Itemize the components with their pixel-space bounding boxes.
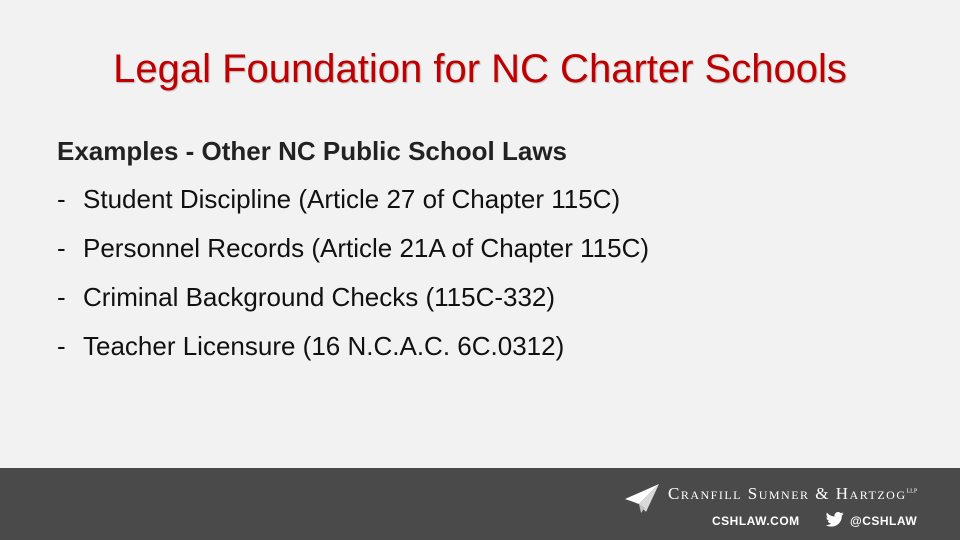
subheading: Examples - Other NC Public School Laws (57, 136, 568, 166)
bullet-item (57, 231, 917, 265)
firm-suffix: LLP (906, 488, 918, 495)
bullet-item (57, 329, 917, 363)
twitter-handle[interactable]: @CSHLAW (850, 514, 918, 528)
slide-title: Legal Foundation for NC Charter Schools (113, 47, 847, 91)
bullet-text: Student Discipline (Article 27 of Chapter 115C) (83, 184, 621, 214)
bullet-list (57, 182, 917, 363)
bullet-text: Criminal Background Checks (115C-332) (83, 282, 556, 312)
twitter-icon[interactable] (826, 512, 844, 527)
firm-name (668, 484, 917, 504)
bullet-text: Personnel Records (Article 21A of Chapter 115C) (83, 233, 650, 263)
paper-plane-icon (624, 482, 660, 514)
bullet-item (57, 182, 917, 216)
bullet-dash: - (57, 331, 66, 361)
website-link[interactable]: CSHLAW.COM (712, 514, 800, 528)
firm-name-text: Cranfill Sumner & Hartzog (668, 484, 907, 503)
slide-content (57, 134, 917, 378)
bullet-dash: - (57, 233, 66, 263)
footer-band (0, 468, 960, 540)
bullet-text: Teacher Licensure (16 N.C.A.C. 6C.0312) (83, 331, 565, 361)
bullet-dash: - (57, 282, 66, 312)
bullet-dash: - (57, 184, 66, 214)
bullet-item (57, 280, 917, 314)
